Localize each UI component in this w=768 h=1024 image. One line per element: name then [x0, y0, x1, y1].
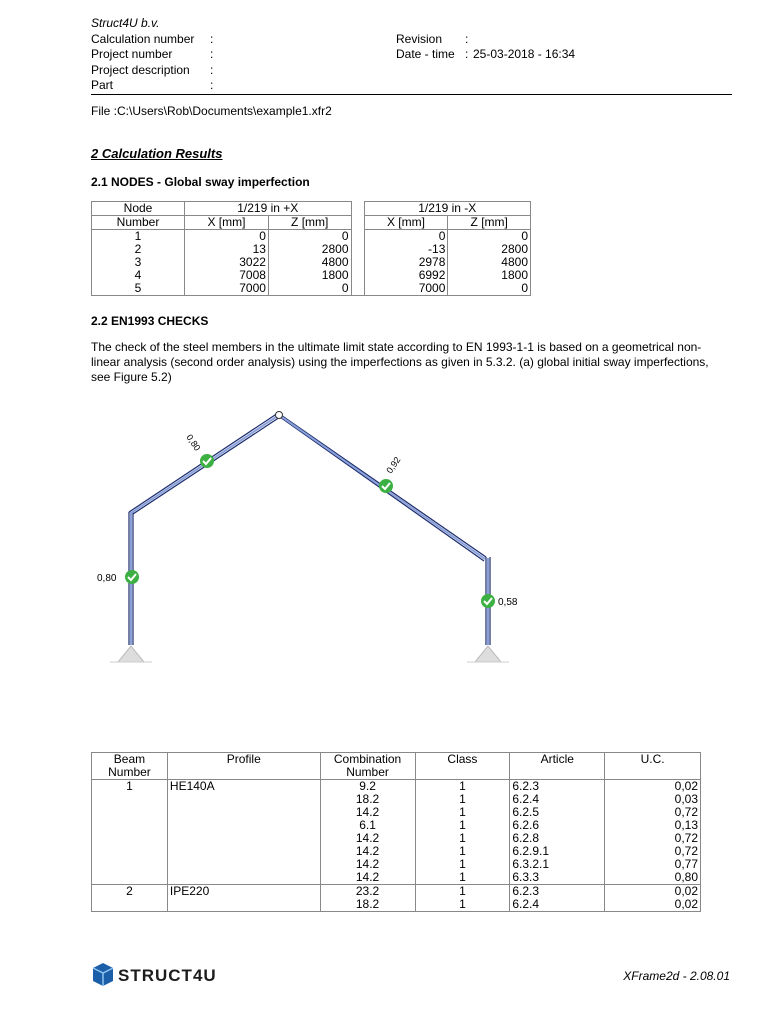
cell: 5: [92, 282, 185, 296]
cell-comb: 9.2: [320, 780, 415, 794]
cell: 4800: [268, 256, 351, 269]
cell: 4: [92, 269, 185, 282]
cell-beam: [92, 793, 168, 806]
cell-beam: 1: [92, 780, 168, 794]
support-left: [110, 646, 152, 662]
check-icon: [200, 454, 214, 468]
table-row: [92, 819, 701, 832]
project-number-label: Project number: [91, 47, 173, 61]
uc-label-right-rafter: 0,92: [384, 454, 403, 476]
cell: 3022: [185, 256, 269, 269]
col-combination: [320, 753, 415, 780]
colon: :: [465, 47, 469, 61]
revision-label: Revision: [396, 32, 443, 46]
cell-cls: 1: [415, 780, 510, 794]
cell-uc: 0,13: [605, 819, 701, 832]
col-beam: [92, 753, 168, 780]
cell: 0: [268, 282, 351, 296]
cell-comb: 14.2: [320, 806, 415, 819]
cell-profile: [167, 793, 320, 806]
cell-art: 6.3.2.1: [510, 858, 605, 871]
cell-comb: 18.2: [320, 898, 415, 912]
beams-body: [92, 780, 701, 912]
cell: 1800: [268, 269, 351, 282]
uc-label-left-column: 0,80: [97, 573, 117, 584]
cell-uc: 0,02: [605, 898, 701, 912]
cell-comb: 14.2: [320, 858, 415, 871]
cell-comb: 14.2: [320, 871, 415, 885]
cell: 6992: [364, 269, 448, 282]
cell-profile: [167, 806, 320, 819]
cell-profile: [167, 858, 320, 871]
cell-art: 6.2.4: [510, 898, 605, 912]
cell-uc: 0,77: [605, 858, 701, 871]
cell: 0: [448, 230, 531, 244]
cell: 7000: [364, 282, 448, 296]
ridge-hinge: [276, 412, 283, 419]
cell-art: 6.2.3: [510, 885, 605, 899]
cell-beam: 2: [92, 885, 168, 899]
cell-profile: [167, 871, 320, 885]
cell: 2: [92, 243, 185, 256]
cell-comb: 23.2: [320, 885, 415, 899]
cell-art: 6.2.3: [510, 780, 605, 794]
struct4u-logo: [91, 962, 261, 991]
col-z: Z [mm]: [268, 216, 351, 230]
cell-cls: 1: [415, 898, 510, 912]
cell-cls: 1: [415, 819, 510, 832]
logo-wordmark: STRUCT4U: [118, 966, 217, 985]
checks-title: 2.2 EN1993 CHECKS: [91, 314, 209, 328]
check-icon: [125, 570, 139, 584]
cell-uc: 0,80: [605, 871, 701, 885]
cell-profile: [167, 898, 320, 912]
cell-uc: 0,02: [605, 780, 701, 794]
colon: :: [210, 78, 214, 92]
colon: :: [210, 63, 214, 77]
gap: [351, 282, 364, 296]
cell: 0: [364, 230, 448, 244]
cell-comb: 14.2: [320, 832, 415, 845]
uc-label-right-column: 0,58: [498, 597, 518, 608]
colon: :: [210, 32, 214, 46]
table-row: [92, 282, 531, 296]
cell: 7000: [185, 282, 269, 296]
cell: 0: [448, 282, 531, 296]
frame-member-fill: [131, 415, 488, 645]
col-uc: U.C.: [605, 753, 701, 780]
gap: [351, 216, 364, 230]
cell-beam: [92, 898, 168, 912]
col-number: Number: [92, 216, 185, 230]
version-label: XFrame2d - 2.08.01: [623, 969, 730, 983]
cell: -13: [364, 243, 448, 256]
cell-uc: 0,72: [605, 806, 701, 819]
cell-uc: 0,72: [605, 845, 701, 858]
table-row: [92, 806, 701, 819]
col-x: X [mm]: [185, 216, 269, 230]
gap: [351, 256, 364, 269]
table-row: [92, 871, 701, 885]
cell: 2800: [448, 243, 531, 256]
col-class: Class: [415, 753, 510, 780]
cell-beam: [92, 806, 168, 819]
table-row: [92, 885, 701, 899]
beams-table: [91, 752, 701, 912]
cell: 4800: [448, 256, 531, 269]
table-row: [92, 243, 531, 256]
col-profile: Profile: [167, 753, 320, 780]
cell: 7008: [185, 269, 269, 282]
cell-beam: [92, 819, 168, 832]
support-right: [467, 646, 509, 662]
table-row: [92, 230, 531, 244]
col-combination-label: Combination: [333, 752, 402, 766]
cell-uc: 0,72: [605, 832, 701, 845]
table-row: [92, 269, 531, 282]
cell-art: 6.2.6: [510, 819, 605, 832]
cell: 1800: [448, 269, 531, 282]
checks-paragraph: The check of the steel members in the ultimate limit state according to EN 1993-1-1 is based on a geometrical non-linear analysis (second order analysis) using the imperfections as given in 5.3.2. (a) global initial sway imperfections, see Figure 5.2): [91, 340, 709, 384]
cell-comb: 6.1: [320, 819, 415, 832]
frame-diagram: [80, 400, 520, 670]
cell-cls: 1: [415, 806, 510, 819]
cell-cls: 1: [415, 845, 510, 858]
colon: :: [465, 32, 469, 46]
cell-comb: 14.2: [320, 845, 415, 858]
header-divider: [91, 94, 732, 95]
cell-beam: [92, 871, 168, 885]
cell-beam: [92, 832, 168, 845]
calc-number-label: Calculation number: [91, 32, 195, 46]
datetime-value: 25-03-2018 - 16:34: [473, 47, 576, 61]
gap: [351, 269, 364, 282]
table-row: [92, 858, 701, 871]
col-beam-label: Beam: [113, 752, 146, 766]
nodes-table: [91, 201, 531, 296]
cell: 3: [92, 256, 185, 269]
col-node: Node: [92, 202, 185, 216]
colon: :: [210, 47, 214, 61]
cell-cls: 1: [415, 885, 510, 899]
part-label: Part: [91, 78, 114, 92]
file-path: File :C:\Users\Rob\Documents\example1.xfr2: [91, 104, 332, 118]
col-x: X [mm]: [364, 216, 448, 230]
table-row: [92, 780, 701, 794]
cell: 13: [185, 243, 269, 256]
cube-icon: [93, 963, 113, 986]
cell-cls: 1: [415, 858, 510, 871]
cell: 2978: [364, 256, 448, 269]
gap: [351, 243, 364, 256]
table-row: [92, 845, 701, 858]
cell-art: 6.2.8: [510, 832, 605, 845]
col-number-label: Number: [108, 765, 151, 779]
check-icon: [379, 479, 393, 493]
frame-members: [129, 413, 490, 645]
cell: 0: [268, 230, 351, 244]
nodes-title: 2.1 NODES - Global sway imperfection: [91, 175, 310, 189]
cell-profile: HE140A: [167, 780, 320, 794]
cell-art: 6.2.5: [510, 806, 605, 819]
col-article: Article: [510, 753, 605, 780]
section-title: 2 Calculation Results: [91, 146, 223, 161]
cell-profile: [167, 832, 320, 845]
table-row: [92, 256, 531, 269]
cell: 1: [92, 230, 185, 244]
cell: 2800: [268, 243, 351, 256]
uc-label-left-rafter: 0,80: [184, 432, 203, 453]
cell-cls: 1: [415, 832, 510, 845]
col-number-label: Number: [346, 765, 389, 779]
cell: 0: [185, 230, 269, 244]
cell-uc: 0,03: [605, 793, 701, 806]
cell-cls: 1: [415, 793, 510, 806]
table-row: [92, 832, 701, 845]
project-description-label: Project description: [91, 63, 190, 77]
logo-mark: [91, 962, 261, 988]
group-pos-x: 1/219 in +X: [185, 202, 351, 216]
cell-profile: [167, 819, 320, 832]
cell-art: 6.2.4: [510, 793, 605, 806]
cell-art: 6.2.9.1: [510, 845, 605, 858]
cell-profile: [167, 845, 320, 858]
company-name: Struct4U b.v.: [91, 16, 160, 30]
cell-art: 6.3.3: [510, 871, 605, 885]
table-row: [92, 793, 701, 806]
check-icon: [481, 594, 495, 608]
group-neg-x: 1/219 in -X: [364, 202, 531, 216]
cell-beam: [92, 845, 168, 858]
gap: [351, 230, 364, 244]
cell-beam: [92, 858, 168, 871]
col-z: Z [mm]: [448, 216, 531, 230]
gap: [351, 202, 364, 216]
table-row: [92, 898, 701, 912]
cell-cls: 1: [415, 871, 510, 885]
datetime-label: Date - time: [396, 47, 455, 61]
cell-comb: 18.2: [320, 793, 415, 806]
cell-uc: 0,02: [605, 885, 701, 899]
cell-profile: IPE220: [167, 885, 320, 899]
